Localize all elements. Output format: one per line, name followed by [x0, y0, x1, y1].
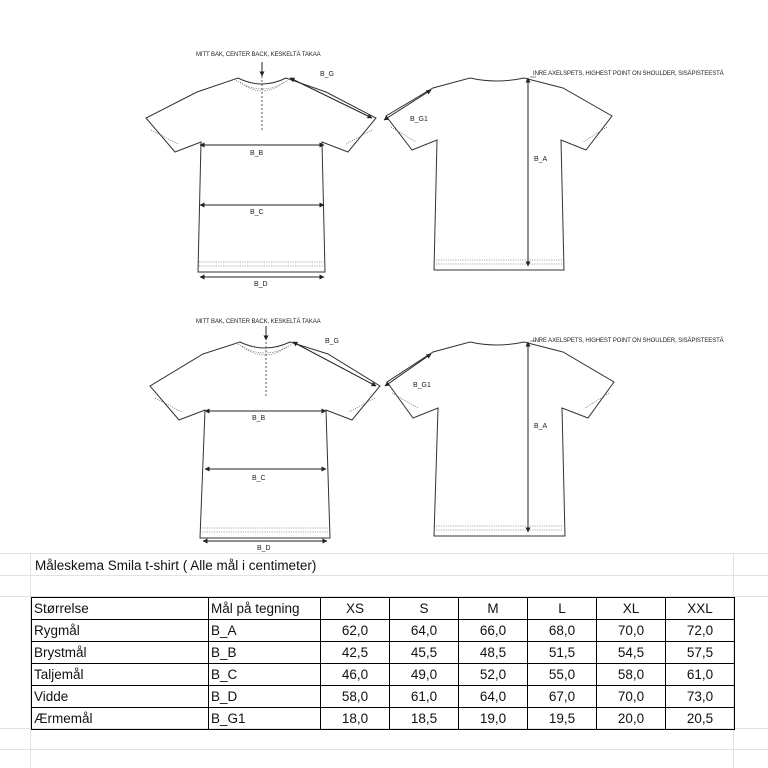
table-cell[interactable]: 58,0 — [597, 664, 666, 686]
table-cell[interactable]: 67,0 — [528, 686, 597, 708]
bottom-label-bg: B_G — [325, 338, 340, 345]
table-cell[interactable]: 70,0 — [597, 620, 666, 642]
table-cell[interactable]: Vidde — [32, 686, 209, 708]
table-cell[interactable]: B_A — [209, 620, 321, 642]
table-cell[interactable]: 70,0 — [597, 686, 666, 708]
table-cell[interactable]: 73,0 — [666, 686, 735, 708]
table-cell[interactable]: 20,5 — [666, 708, 735, 730]
table-cell[interactable]: 57,5 — [666, 642, 735, 664]
size-table — [31, 597, 735, 730]
grid-row-line — [0, 553, 768, 554]
table-cell[interactable]: 64,0 — [459, 686, 528, 708]
bottom-label-ba: B_A — [534, 423, 548, 430]
bottom-front-shirt — [150, 318, 380, 552]
top-back-shirt — [384, 70, 724, 270]
table-cell[interactable]: Taljemål — [32, 664, 209, 686]
table-cell[interactable]: 66,0 — [459, 620, 528, 642]
bottom-back-shirt — [385, 337, 724, 536]
bottom-label-bd: B_D — [257, 545, 271, 552]
table-cell[interactable]: 18,5 — [390, 708, 459, 730]
top-label-bc: B_C — [250, 209, 264, 216]
table-cell[interactable]: 54,5 — [597, 642, 666, 664]
top-label-ba: B_A — [534, 156, 548, 163]
table-cell[interactable]: Ærmemål — [32, 708, 209, 730]
table-cell[interactable]: 55,0 — [528, 664, 597, 686]
bottom-label-bc: B_C — [252, 475, 266, 482]
table-cell[interactable]: 45,5 — [390, 642, 459, 664]
table-cell[interactable]: Rygmål — [32, 620, 209, 642]
header-cell[interactable]: L — [528, 598, 597, 620]
table-cell[interactable]: 19,0 — [459, 708, 528, 730]
top-label-bg: B_G — [320, 71, 335, 78]
top-diagram — [146, 51, 724, 288]
header-cell[interactable]: Mål på tegning — [209, 598, 321, 620]
table-cell[interactable]: 51,5 — [528, 642, 597, 664]
header-cell[interactable]: XXL — [666, 598, 735, 620]
table-row — [32, 686, 735, 708]
table-cell[interactable]: 19,5 — [528, 708, 597, 730]
table-cell[interactable]: 49,0 — [390, 664, 459, 686]
table-header-row — [32, 598, 735, 620]
header-cell[interactable]: XL — [597, 598, 666, 620]
header-cell[interactable]: M — [459, 598, 528, 620]
table-cell[interactable]: B_D — [209, 686, 321, 708]
grid-row-line — [0, 575, 768, 576]
bottom-center-back-annotation: MITT BAK, CENTER BACK, KESKELTÄ TAKAA — [196, 319, 321, 325]
table-cell[interactable]: 46,0 — [321, 664, 390, 686]
table-cell[interactable]: 61,0 — [390, 686, 459, 708]
table-cell[interactable]: 72,0 — [666, 620, 735, 642]
table-cell[interactable]: 62,0 — [321, 620, 390, 642]
table-cell[interactable]: 64,0 — [390, 620, 459, 642]
table-cell[interactable]: 48,5 — [459, 642, 528, 664]
header-cell[interactable]: XS — [321, 598, 390, 620]
table-cell[interactable]: 58,0 — [321, 686, 390, 708]
header-cell[interactable]: Størrelse — [32, 598, 209, 620]
spreadsheet-area — [0, 553, 768, 768]
table-cell[interactable]: B_G1 — [209, 708, 321, 730]
bottom-label-bg1: B_G1 — [413, 382, 431, 389]
table-row — [32, 708, 735, 730]
table-row — [32, 642, 735, 664]
top-label-bb: B_B — [250, 150, 264, 157]
table-cell[interactable]: 68,0 — [528, 620, 597, 642]
table-cell[interactable]: Brystmål — [32, 642, 209, 664]
table-cell[interactable]: 42,5 — [321, 642, 390, 664]
top-shoulder-annotation: INRE AXELSPETS, HIGHEST POINT ON SHOULDER, SISÄPISTEESTÄ — [533, 71, 724, 77]
table-row — [32, 620, 735, 642]
table-cell[interactable]: 52,0 — [459, 664, 528, 686]
table-cell[interactable]: B_B — [209, 642, 321, 664]
table-cell[interactable]: B_C — [209, 664, 321, 686]
bottom-diagram — [150, 318, 724, 552]
sheet-title[interactable]: Måleskema Smila t-shirt ( Alle mål i centimeter) — [35, 558, 317, 573]
top-center-back-annotation: MITT BAK, CENTER BACK, KESKELTÄ TAKAA — [196, 52, 321, 58]
top-label-bg1: B_G1 — [410, 116, 428, 123]
bottom-shoulder-annotation: INRE AXELSPETS, HIGHEST POINT ON SHOULDER, SISÄPISTEESTÄ — [533, 338, 724, 344]
table-cell[interactable]: 20,0 — [597, 708, 666, 730]
top-label-bd: B_D — [254, 281, 268, 288]
header-cell[interactable]: S — [390, 598, 459, 620]
table-row — [32, 664, 735, 686]
bottom-label-bb: B_B — [252, 415, 266, 422]
grid-row-line — [0, 749, 768, 750]
top-front-shirt — [146, 51, 376, 288]
table-cell[interactable]: 61,0 — [666, 664, 735, 686]
table-cell[interactable]: 18,0 — [321, 708, 390, 730]
